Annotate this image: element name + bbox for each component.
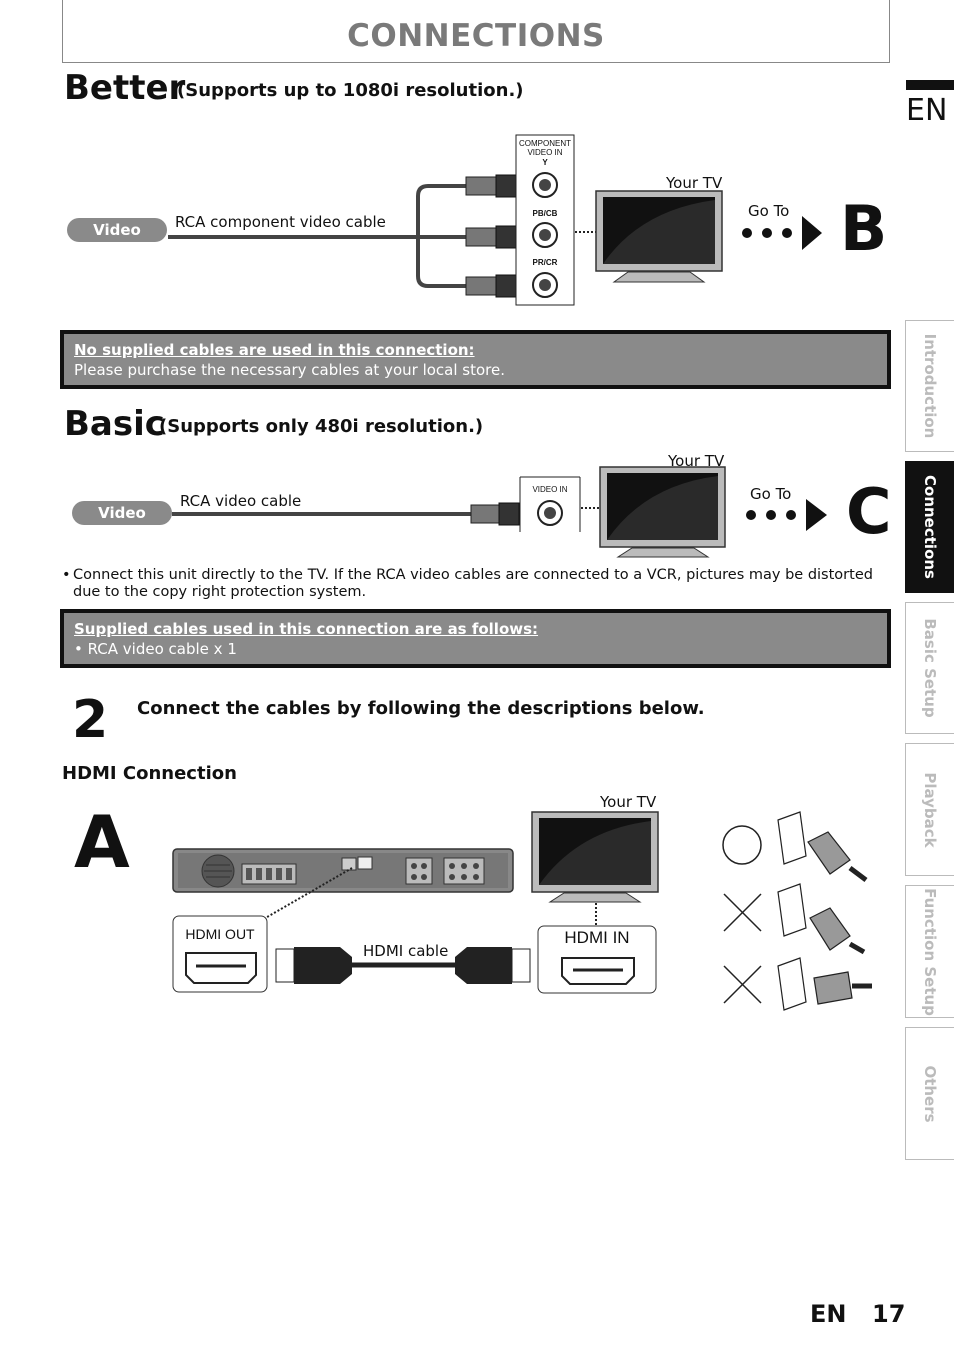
- jack-y-label: Y: [542, 158, 548, 167]
- hdmi-in-label: HDMI IN: [564, 928, 630, 947]
- note-bullet: •: [74, 640, 88, 658]
- note-item: RCA video cable x 1: [87, 640, 237, 658]
- tab-label: Others: [921, 1064, 939, 1123]
- hdmi-section-title: HDMI Connection: [62, 763, 237, 784]
- jack-pr-label: PR/CR: [532, 258, 558, 267]
- note-heading: No supplied cables are used in this connection:: [74, 341, 475, 359]
- component-jack-header: COMPONENT VIDEO IN: [519, 139, 571, 157]
- goto-label: Go To: [748, 202, 790, 220]
- component-cable-label: RCA component video cable: [175, 213, 386, 231]
- step-instruction: Connect the cables by following the descriptions below.: [137, 698, 705, 719]
- note-heading: Supplied cables used in this connection are as follows:: [74, 620, 539, 638]
- hdmi-letter-a: A: [74, 800, 130, 884]
- footer-lang: EN: [810, 1300, 847, 1328]
- tab-label: Function Setup: [921, 887, 939, 1016]
- jack-pb-label: PB/CB: [532, 209, 558, 218]
- tab-label: Playback: [921, 771, 939, 848]
- rca-cable-label: RCA video cable: [180, 492, 302, 510]
- page-title: CONNECTIONS: [347, 18, 605, 54]
- goto-letter-c: C: [846, 475, 892, 548]
- page-number: 17: [872, 1300, 906, 1328]
- bullet-text: Connect this unit directly to the TV. If the RCA video cables are connected to a VCR, pictures may be distorted due to the copy right protection system.: [73, 567, 873, 600]
- tv-label: Your TV: [668, 452, 725, 470]
- video-pill: Video: [72, 501, 172, 525]
- better-title: Better: [64, 68, 186, 108]
- basic-title: Basic: [64, 404, 165, 444]
- note-text: Please purchase the necessary cables at your local store.: [74, 361, 506, 379]
- video-in-jack-label: VIDEO IN: [532, 485, 568, 494]
- hdmi-cable-label: HDMI cable: [363, 942, 449, 960]
- tab-label: Connections: [921, 475, 939, 579]
- hdmi-out-label: HDMI OUT: [185, 926, 255, 942]
- tv-label: Your TV: [600, 793, 657, 811]
- better-subtitle: (Supports up to 1080i resolution.): [177, 80, 524, 101]
- tab-others[interactable]: [905, 1027, 954, 1160]
- language-label: EN: [906, 93, 948, 128]
- goto-label: Go To: [750, 485, 792, 503]
- bullet-dot: •: [62, 567, 71, 583]
- goto-letter-b: B: [840, 192, 888, 265]
- step-number: 2: [72, 690, 109, 750]
- tab-label: Basic Setup: [921, 618, 939, 718]
- video-pill: Video: [67, 218, 167, 242]
- tv-label: Your TV: [666, 174, 723, 192]
- basic-subtitle: (Supports only 480i resolution.): [159, 416, 484, 437]
- tab-label: Introduction: [921, 333, 939, 439]
